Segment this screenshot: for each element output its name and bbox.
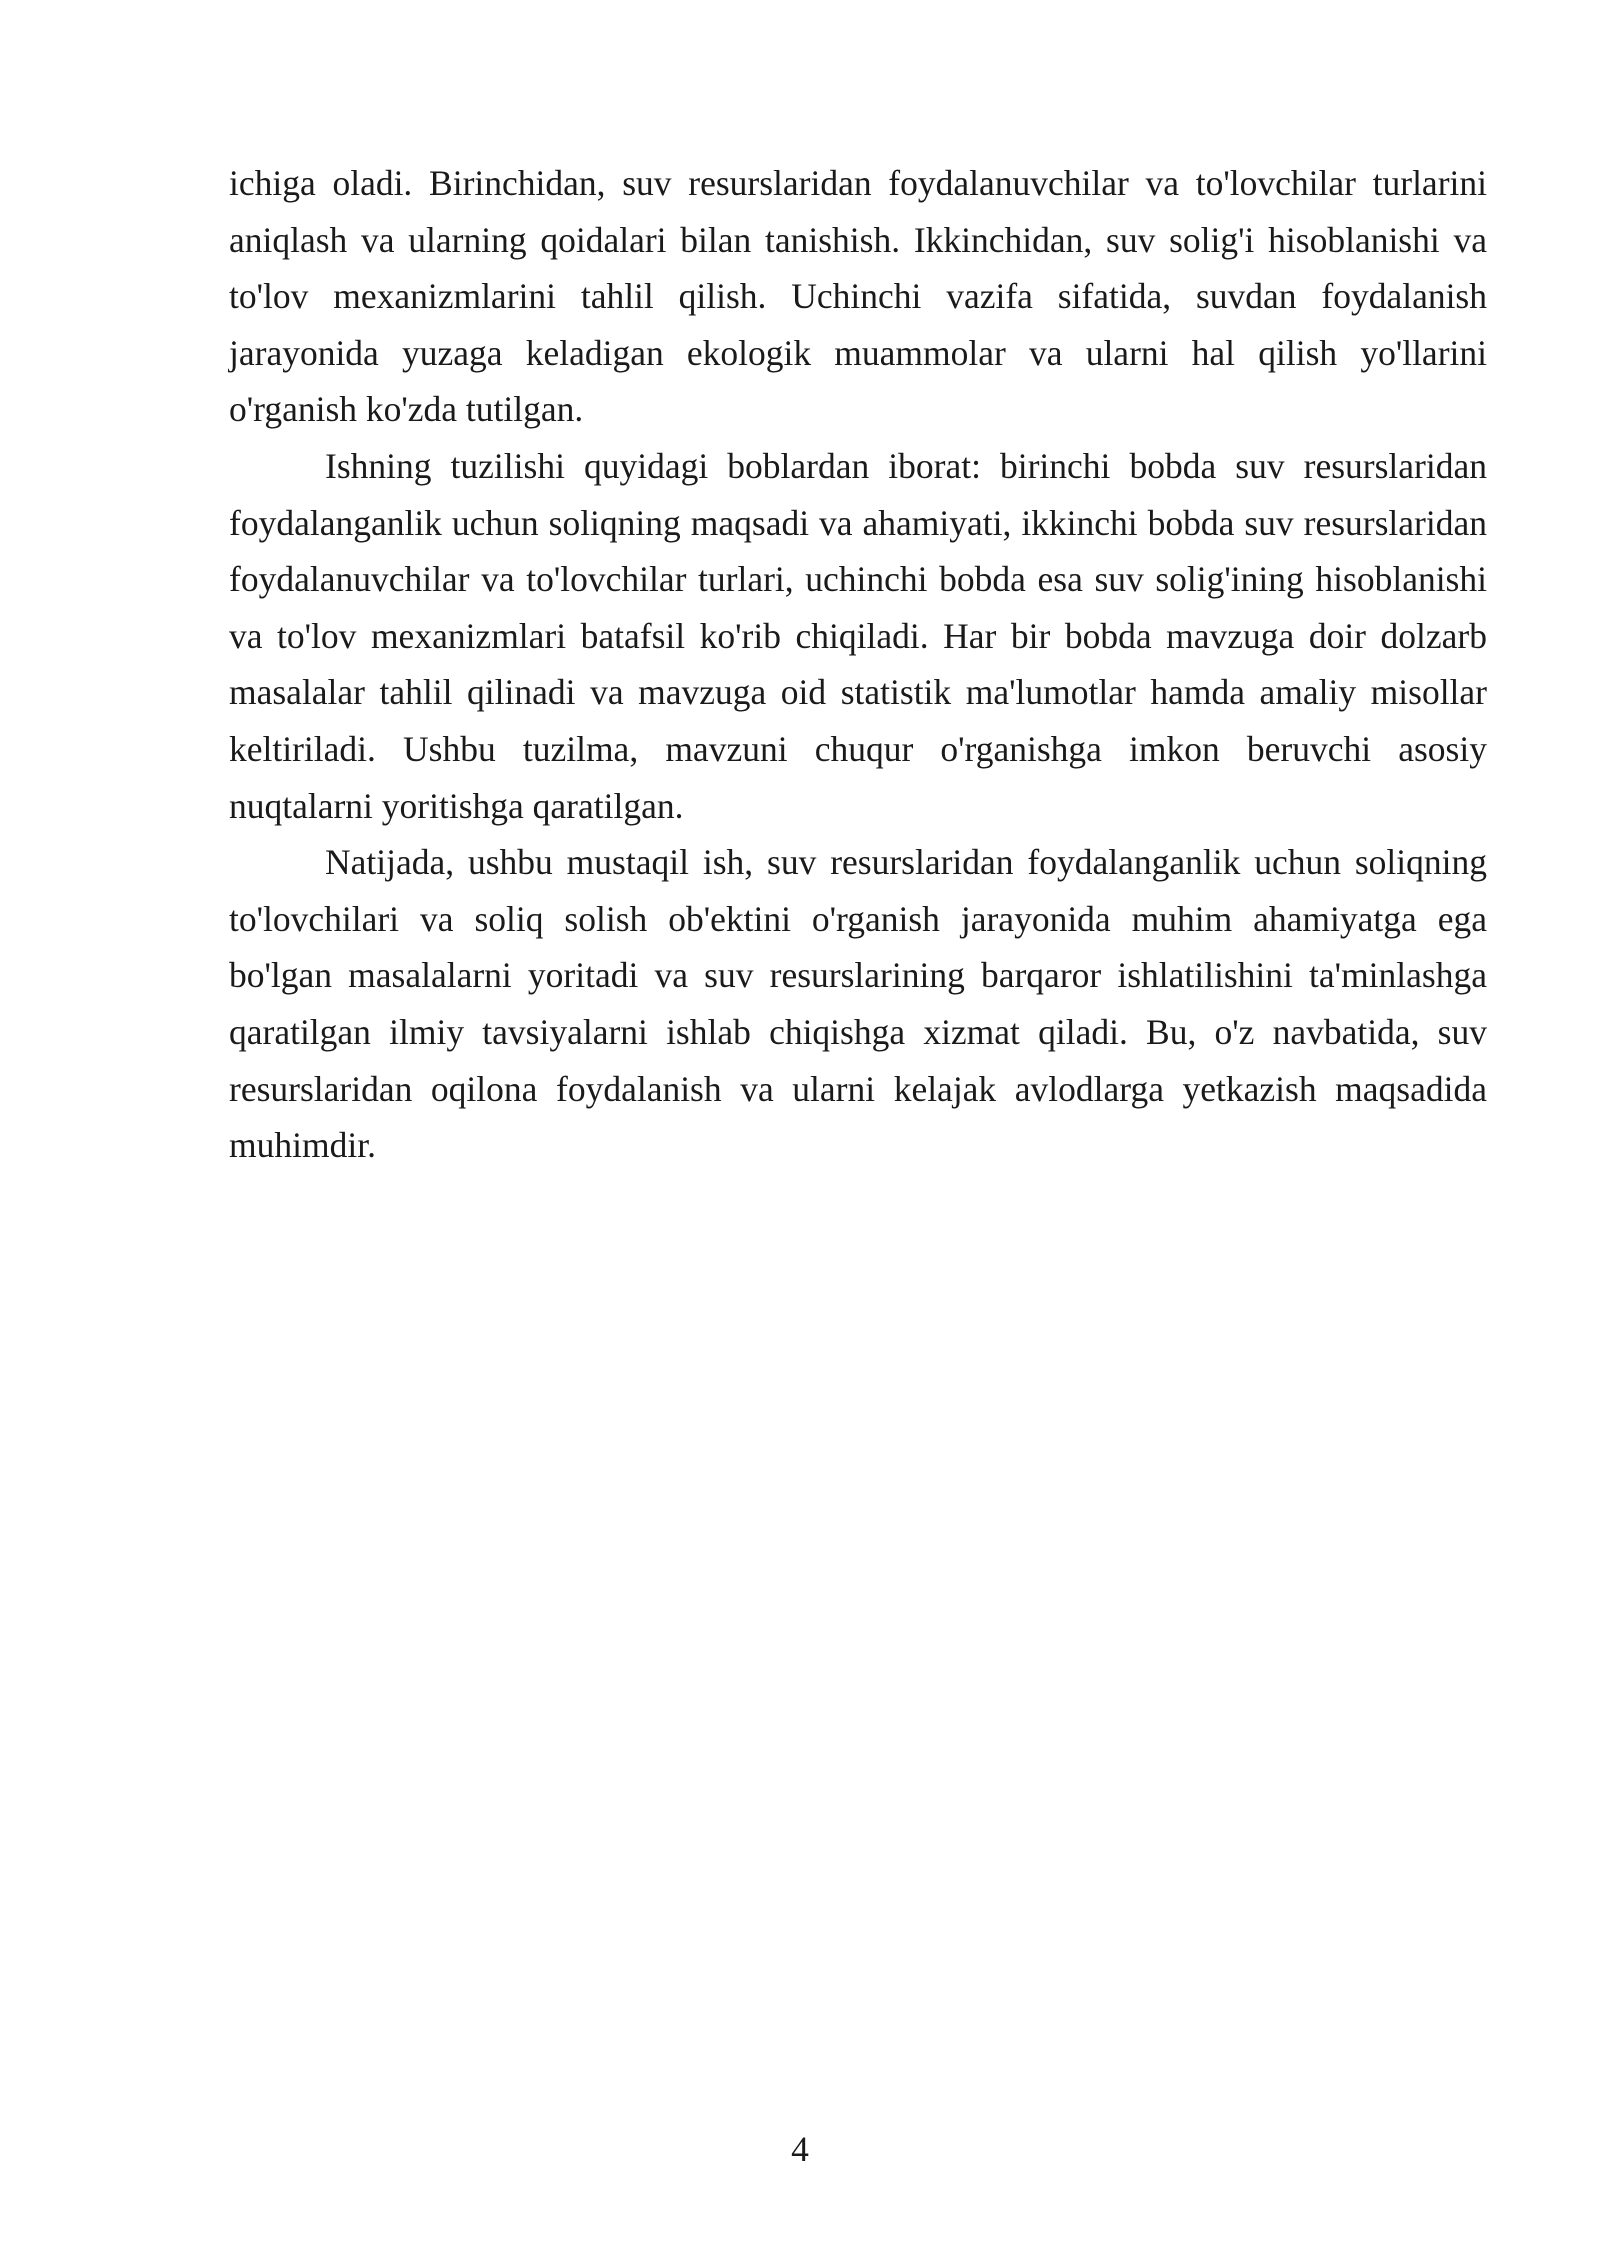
paragraph-conclusion: Natijada, ushbu mustaqil ish, suv resurslaridan foydalanganlik uchun soliqning to'lovchilari va soliq solish ob'ektini o'rganish jarayonida muhim ahamiyatga ega bo'lgan masalalarni yoritadi va suv resurslarining barqaror ishlatilishini ta'minlashga qaratilgan ilmiy tavsiyalarni ishlab chiqishga xizmat qiladi. Bu, o'z navbatida, suv resurslaridan oqilona foydalanish va ularni kelajak avlodlarga yetkazish maqsadida muhimdir.: [229, 842, 1487, 1166]
body-text: [229, 155, 1487, 1174]
paragraph-structure: Ishning tuzilishi quyidagi boblardan iborat: birinchi bobda suv resurslaridan foydalanganlik uchun soliqning maqsadi va ahamiyati, ikkinchi bobda suv resurslaridan foydalanuvchilar va to'lovchilar turlari, uchinchi bobda esa suv solig'ining hisoblanishi va to'lov mexanizmlari batafsil ko'rib chiqiladi. Har bir bobda mavzuga doir dolzarb masalalar tahlil qilinadi va mavzuga oid statistik ma'lumotlar hamda amaliy misollar keltiriladi. Ushbu tuzilma, mavzuni chuqur o'rganishga imkon beruvchi asosiy nuqtalarni yoritishga qaratilgan.: [229, 445, 1487, 826]
page-number: 4: [791, 2129, 809, 2169]
paragraph-continuation: ichiga oladi. Birinchidan, suv resurslaridan foydalanuvchilar va to'lovchilar turlarini aniqlash va ularning qoidalari bilan tanishish. Ikkinchidan, suv solig'i hisoblanishi va to'lov mexanizmlarini tahlil qilish. Uchinchi vazifa sifatida, suvdan foydalanish jarayonida yuzaga keladigan ekologik muammolar va ularni hal qilish yo'llarini o'rganish ko'zda tutilgan.: [229, 163, 1487, 430]
